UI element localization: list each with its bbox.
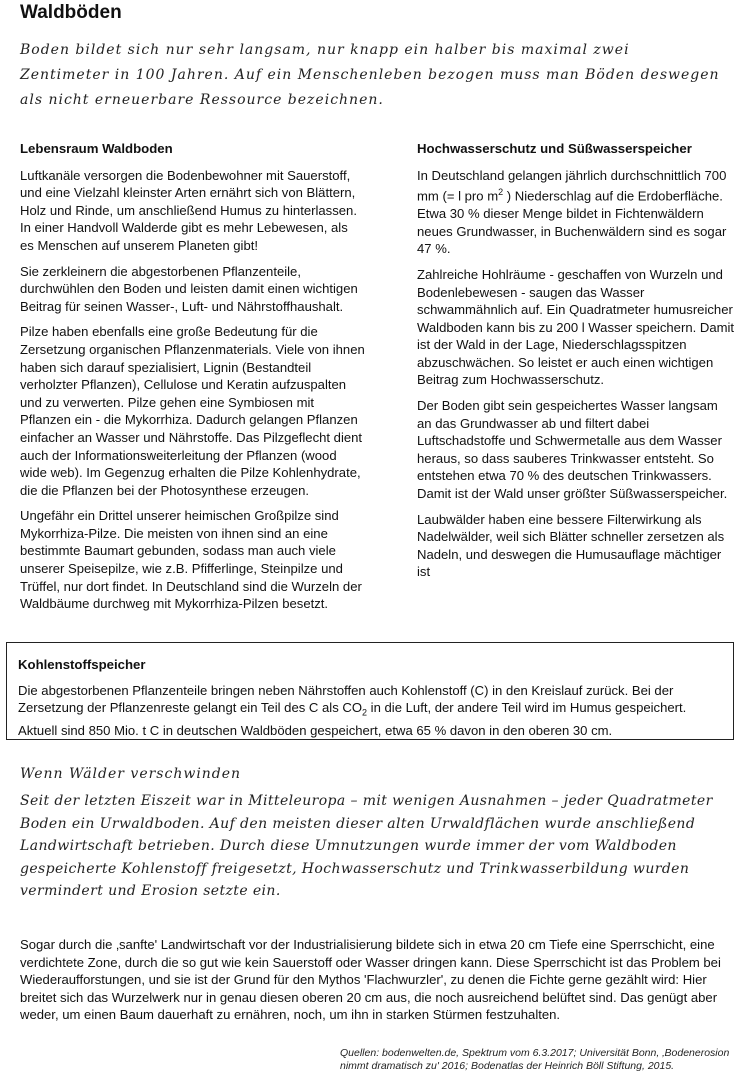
paragraph: Zahlreiche Hohlräume - geschaffen von Wurzeln und Bodenlebewesen - saugen das Wasser schwammähnlich auf. Ein Quadratmeter humusreicher Waldboden kann bis zu 200 l Wasser speichern. Damit ist der Wald in der Lage, Niederschlagsspitzen abzuschwächen. So leistet er auch einen wichtigen Beitrag zum Hochwasserschutz. bbox=[417, 266, 735, 388]
column-lebensraum bbox=[20, 140, 365, 621]
sources-note: Quellen: bodenwelten.de, Spektrum vom 6.3.2017; Universität Bonn, ‚Bodenerosion nimmt dramatisch zu' 2016; Bodenatlas der Heinrich Böll Stiftung, 2015. bbox=[340, 1047, 730, 1072]
column-hochwasserschutz bbox=[417, 140, 735, 589]
paragraph bbox=[417, 167, 735, 258]
paragraph-part: In Deutschland gelangen jährlich durchschnittlich 700 mm (= l pro m bbox=[417, 167, 727, 204]
paragraph-part: ) Niederschlag auf die Erdoberfläche. Etwa 30 % dieser Menge bildet in Fichtenwäldern neues Grundwasser, in Buchenwäldern sind es sogar 47 %. bbox=[417, 188, 727, 257]
box-text bbox=[18, 682, 723, 740]
section-heading-hochwasserschutz: Hochwasserschutz und Süßwasserspeicher bbox=[417, 141, 692, 156]
superscript: 2 bbox=[498, 187, 504, 198]
paragraph: Der Boden gibt sein gespeichertes Wasser langsam an das Grundwasser ab und filtert dabei Luftschadstoffe und Schwermetalle aus dem Wasser heraus, so dass sauberes Trinkwasser entsteht. So entstehen etwa 70 % des deutschen Trinkwassers. Damit ist der Wald unser größter Süßwasserspeicher. bbox=[417, 398, 728, 502]
intro-handwritten-text: Boden bildet sich nur sehr langsam, nur knapp ein halber bis maximal zwei Zentimeter in 100 Jahren. Auf ein Menschenleben bezogen muss man Böden deswegen als nicht erneuerbare Ressource bezeichnen. bbox=[20, 42, 720, 108]
kohlenstoffspeicher-box bbox=[6, 642, 734, 740]
subscript: 2 bbox=[362, 707, 368, 718]
section-heading-lebensraum: Lebensraum Waldboden bbox=[20, 141, 173, 156]
box-heading: Kohlenstoffspeicher bbox=[18, 657, 146, 672]
paragraph: Laubwälder haben eine bessere Filterwirkung als Nadelwälder, weil sich Blätter schneller zersetzen als Nadeln, und deswegen die Humusauflage mächtiger ist bbox=[417, 511, 725, 580]
closing-paragraph: Sogar durch die ‚sanfte' Landwirtschaft vor der Industrialisierung bildete sich in etwa 20 cm Tiefe eine Sperrschicht, eine verdichtete Zone, durch die so gut wie kein Sauerstoff oder Wasser dringen kann. Diese Sperrschicht ist das Problem bei Wiederaufforstungen, und sie ist der Grund für den Mythos 'Flachwurzler', zu denen die Fichte gerne gezählt wird: Hier breitet sich das Wurzelwerk nur in genau diesen oberen 20 cm aus, die noch ausreichend belüftet sind. Das genügt aber weder, um einen Baum dauerhaft zu ernähren, noch, um ihn in starken Stürmen festzuhalten. bbox=[20, 937, 721, 1023]
paragraph: Pilze haben ebenfalls eine große Bedeutung für die Zersetzung organischen Pflanzenmaterials. Viele von ihnen haben sich darauf spezialisiert, Lignin (Bestandteil verholzter Pflanzen), Cellulose und Keratin aufzuspalten und zu verwerten. Pilze gehen eine Symbiosen mit Pflanzen ein - die Mykorrhiza. Dadurch gelangen Pflanzen einfacher an Wasser und Nährstoffe. Das Pilzgeflecht dient auch der Informationsweiterleitung der Pflanzen (wood wide web). Im Gegenzug erhalten die Pilze Kohlenhydrate, die die Pflanzen bei der Photosynthese erzeugen. bbox=[20, 324, 365, 498]
page-title: Waldböden bbox=[20, 2, 122, 23]
handwritten-heading: Wenn Wälder verschwinden bbox=[20, 766, 242, 782]
box-text-part: in die Luft, der andere Teil wird im Humus gespeichert. Aktuell sind 850 Mio. t C in deutschen Waldböden gespeichert, etwa 65 % davon in den oberen 30 cm. bbox=[18, 700, 687, 739]
paragraph: Ungefähr ein Drittel unserer heimischen Großpilze sind Mykorrhiza-Pilze. Die meisten von ihnen sind an eine bestimmte Baumart gebunden, sodass man auch viele unserer Speisepilze, wie z.B. Pfifferlinge, Steinpilze und Trüffel, nur dort findet. In Deutschland sind die Wurzeln der Waldbäume durchweg mit Mykorrhiza-Pilzen besetzt. bbox=[20, 508, 362, 612]
handwritten-body: Seit der letzten Eiszeit war in Mitteleuropa – mit wenigen Ausnahmen – jeder Quadratmeter Boden ein Urwaldboden. Auf den meisten dieser alten Urwaldflächen wurde anschließend Landwirtschaft betrieben. Durch diese Umnutzungen wurde immer der vom Waldboden gespeicherte Kohlenstoff freigesetzt, Hochwasserschutz und Trinkwasserbildung wurden vermindert und Erosion setzte ein. bbox=[20, 793, 713, 899]
box-text-part: Die abgestorbenen Pflanzenteile bringen neben Nährstoffen auch Kohlenstoff (C) in den Kreislauf zurück. Bei der Zersetzung der Pflanzenreste gelangt ein Teil des C als CO bbox=[18, 682, 674, 716]
paragraph: Luftkanäle versorgen die Bodenbewohner mit Sauerstoff, und eine Vielzahl kleinster Arten ernährt sich von Blättern, Holz und Rinde, um anschließend Humus zu hinterlassen. In einer Handvoll Walderde gibt es mehr Lebewesen, als es Menschen auf unserem Planeten gibt! bbox=[20, 167, 357, 253]
paragraph: Sie zerkleinern die abgestorbenen Pflanzenteile, durchwühlen den Boden und leisten damit einen wichtigen Beitrag für seinen Wasser-, Luft- und Nährstoffhaushalt. bbox=[20, 263, 358, 314]
